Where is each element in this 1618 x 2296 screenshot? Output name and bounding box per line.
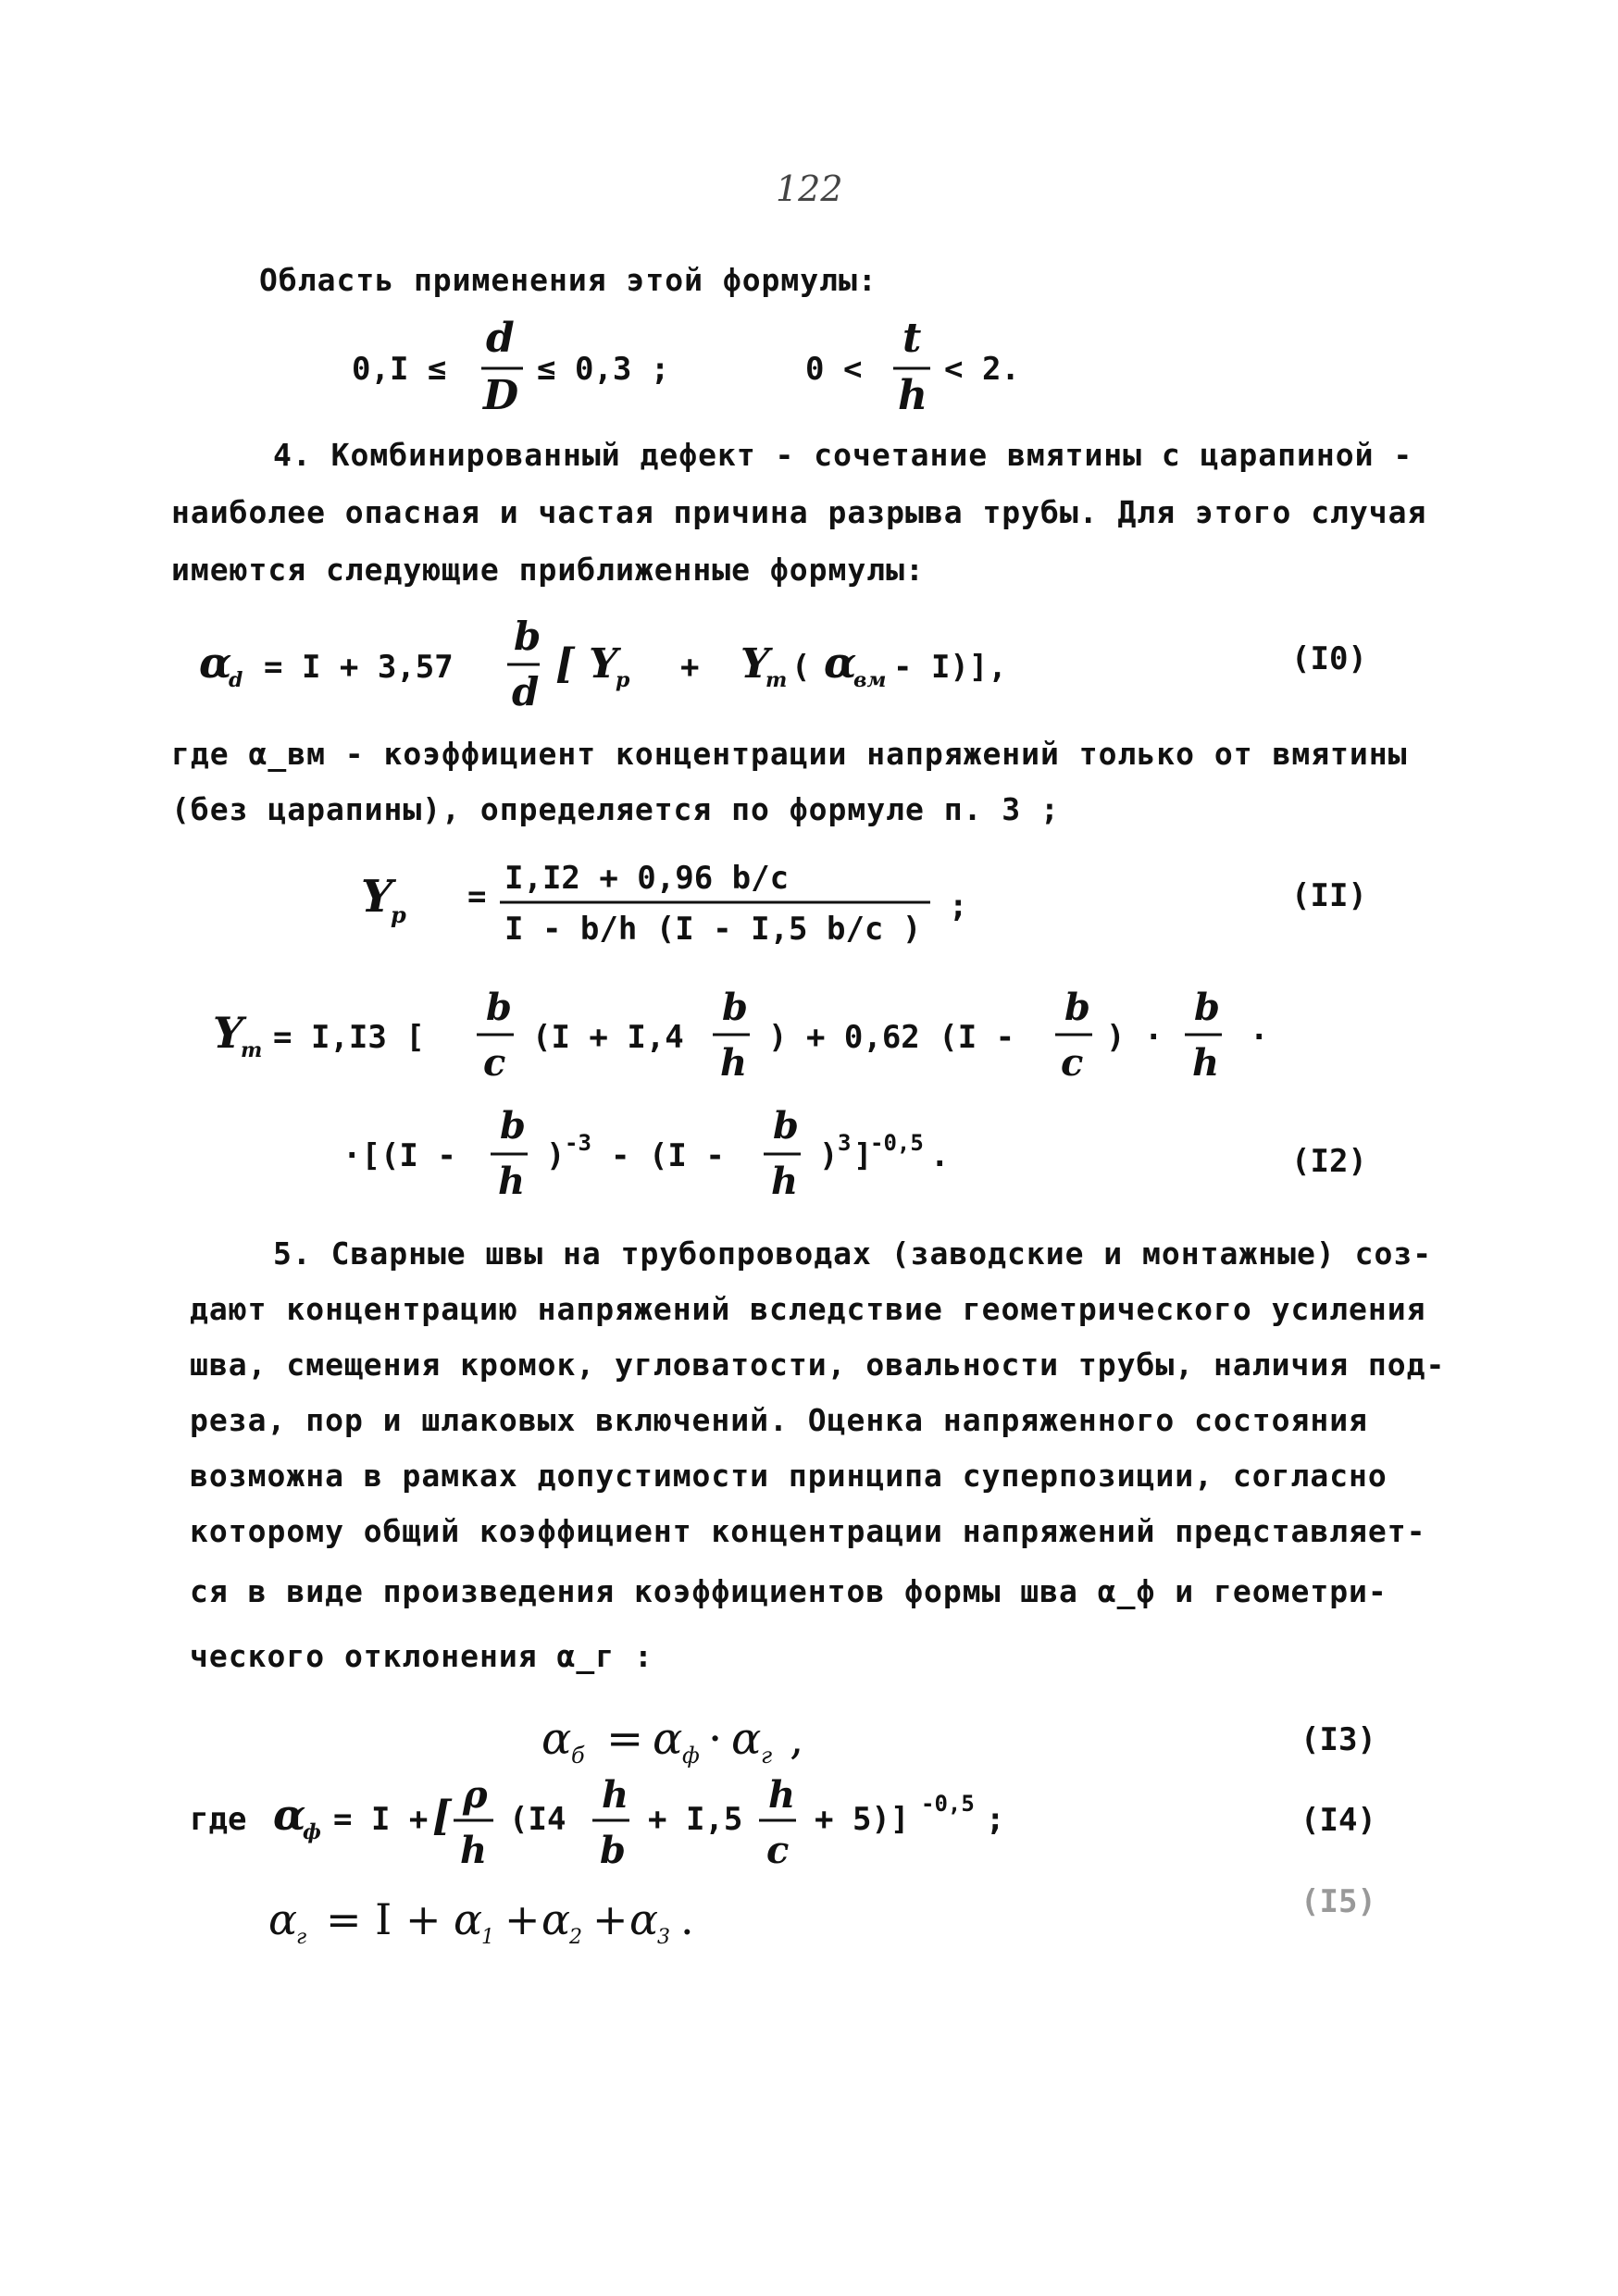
svg-text:-0,5: -0,5 (921, 1791, 975, 1817)
svg-text:α: α (653, 1713, 683, 1765)
svg-text:3: 3 (657, 1926, 670, 1949)
intro-line: Область применения этой формулы: (259, 262, 877, 298)
svg-text:= I +: = I + (326, 1894, 442, 1944)
equation-13 (541, 1703, 1004, 1777)
svg-text:p: p (616, 668, 630, 692)
svg-text:h: h (898, 372, 927, 419)
svg-text:+: + (680, 649, 700, 686)
range-formula-graphic (352, 315, 1092, 426)
svg-text:h: h (720, 1041, 748, 1085)
svg-text:+ I,5: + I,5 (648, 1801, 743, 1838)
equation-12b (342, 1106, 1083, 1208)
svg-text:+: + (592, 1894, 629, 1944)
p5-line-5: возможна в рамках допустимости принципа суперпозиции, согласно (190, 1458, 1388, 1494)
svg-text:b: b (514, 620, 541, 659)
svg-text:): ) (546, 1137, 566, 1174)
svg-text:Y: Y (361, 871, 393, 923)
svg-text:≤ 0,3 ;: ≤ 0,3 ; (537, 351, 670, 388)
svg-text:h: h (768, 1773, 796, 1817)
svg-text:б: б (571, 1743, 585, 1769)
svg-text:.: . (680, 1894, 694, 1944)
p5-line-3: шва, смещения кромок, угловатости, овальности трубы, наличия под- (190, 1347, 1446, 1383)
svg-text:b: b (773, 1106, 799, 1148)
svg-text:ф: ф (682, 1743, 700, 1769)
eq11-number: (II) (1291, 877, 1367, 914)
eq15-graphic (268, 1879, 916, 1962)
svg-text:;: ; (949, 887, 968, 925)
svg-text:m: m (241, 1038, 263, 1062)
equation-12a (213, 981, 1324, 1092)
p5-line-1: 5. Сварные швы на трубопроводах (заводские и монтажные) соз- (273, 1235, 1433, 1272)
range-condition (352, 315, 1092, 426)
eq15-number: (I5) (1301, 1883, 1376, 1920)
svg-text:где: где (190, 1801, 247, 1838)
svg-text:I - b/h (I - I,5 b/c ): I - b/h (I - I,5 b/c ) (504, 911, 922, 948)
svg-text:h: h (498, 1160, 526, 1203)
equation-15 (268, 1879, 916, 1962)
svg-text:h: h (602, 1773, 629, 1817)
page-number: 122 (776, 168, 843, 209)
where-line-2: (без царапины), определяется по формуле п. 3 ; (171, 791, 1060, 827)
svg-text:I,I2 + 0,96 b/c: I,I2 + 0,96 b/c (504, 860, 790, 897)
svg-text:;: ; (986, 1801, 1005, 1838)
svg-text:=: = (606, 1713, 644, 1765)
svg-text:[: [ (432, 1793, 452, 1840)
svg-text:b: b (1064, 986, 1090, 1029)
svg-text:b: b (1194, 986, 1220, 1029)
svg-text:b: b (486, 986, 512, 1029)
svg-text:-3: -3 (565, 1130, 591, 1156)
svg-text:,: , (790, 1713, 804, 1765)
svg-text:α: α (454, 1894, 483, 1944)
svg-text:ф: ф (303, 1820, 321, 1844)
equation-11 (352, 847, 1185, 958)
svg-text:- (I -: - (I - (611, 1137, 725, 1174)
svg-text:) + 0,62 (I -: ) + 0,62 (I - (768, 1019, 1015, 1056)
svg-text:d: d (512, 669, 540, 714)
eq12b-graphic (342, 1106, 1083, 1208)
svg-text:=: = (467, 878, 487, 915)
svg-text:вм: вм (853, 668, 887, 692)
svg-text:h: h (1192, 1041, 1220, 1085)
svg-text:ρ: ρ (463, 1773, 488, 1817)
svg-text:b: b (500, 1106, 526, 1148)
svg-text:α: α (268, 1894, 298, 1944)
svg-text:< 2.: < 2. (944, 351, 1020, 388)
eq13-number: (I3) (1301, 1721, 1376, 1758)
svg-text:0,I ≤: 0,I ≤ (352, 351, 447, 388)
p5-line-2: дают концентрацию напряжений вследствие геометрического усиления (190, 1291, 1426, 1327)
p5-line-6: которому общий коэффициент концентрации напряжений представляет- (190, 1513, 1426, 1549)
svg-text:m: m (765, 668, 788, 692)
svg-text:0 <: 0 < (805, 351, 863, 388)
svg-text:b: b (600, 1829, 626, 1872)
svg-text:= I +: = I + (333, 1801, 429, 1838)
svg-text:α: α (273, 1790, 306, 1840)
svg-text:α: α (731, 1713, 762, 1765)
p4-line-3: имеются следующие приближенные формулы: (171, 552, 925, 588)
svg-text:(I4: (I4 (509, 1801, 566, 1838)
svg-text:3: 3 (838, 1130, 852, 1156)
svg-text:г: г (761, 1743, 773, 1769)
eq12a-graphic (213, 981, 1324, 1092)
svg-text:г: г (296, 1926, 307, 1949)
svg-text:-0,5: -0,5 (870, 1130, 924, 1156)
eq10-number: (I0) (1291, 640, 1367, 677)
svg-text:[ Y: [ Y (555, 640, 618, 688)
svg-text:·: · (1250, 1019, 1269, 1056)
eq11-graphic (352, 847, 1185, 958)
svg-text:Y: Y (213, 1008, 243, 1058)
svg-text:(I + I,4: (I + I,4 (532, 1019, 684, 1056)
svg-text:1: 1 (481, 1926, 494, 1949)
svg-text:p: p (391, 901, 406, 928)
svg-text:2: 2 (569, 1926, 582, 1949)
eq12-number: (I2) (1291, 1143, 1367, 1180)
p4-line-1: 4. Комбинированный дефект - сочетание вмятины с царапиной - (273, 437, 1413, 473)
svg-text:·[(I -: ·[(I - (342, 1137, 456, 1174)
svg-text:b: b (722, 986, 748, 1029)
svg-text:α: α (629, 1894, 659, 1944)
svg-text:α: α (199, 638, 232, 688)
svg-text:D: D (483, 372, 519, 419)
svg-text:= I + 3,57: = I + 3,57 (264, 649, 454, 686)
svg-text:α: α (541, 1894, 571, 1944)
svg-text:d: d (229, 668, 243, 692)
svg-text:(: ( (791, 649, 811, 686)
svg-text:Y: Y (741, 640, 770, 688)
svg-text:]: ] (853, 1137, 873, 1174)
svg-text:c: c (766, 1829, 790, 1872)
p4-line-2: наиболее опасная и частая причина разрыва трубы. Для этого случая (171, 494, 1427, 530)
svg-text:- I)],: - I)], (893, 649, 1007, 686)
svg-text:c: c (1061, 1041, 1084, 1085)
svg-text:+: + (504, 1894, 541, 1944)
p5-line-8: ческого отклонения α_г : (190, 1638, 653, 1674)
eq10-graphic (199, 620, 1402, 722)
equation-10 (199, 620, 1402, 722)
eq14-graphic (190, 1772, 1208, 1874)
svg-text:·: · (708, 1713, 723, 1765)
svg-text:+ 5)]: + 5)] (815, 1801, 910, 1838)
svg-text:): ) (819, 1137, 839, 1174)
svg-text:h: h (460, 1829, 488, 1872)
where-line-1: где α_вм - коэффициент концентрации напряжений только от вмятины (171, 736, 1408, 772)
svg-text:t: t (902, 315, 922, 362)
svg-text:= I,I3 [: = I,I3 [ (273, 1019, 425, 1056)
eq14-number: (I4) (1301, 1802, 1376, 1839)
equation-14 (190, 1772, 1208, 1874)
svg-text:d: d (486, 315, 515, 362)
svg-text:α: α (541, 1713, 572, 1765)
p5-line-7: ся в виде произведения коэффициентов формы шва α_ф и геометри- (190, 1573, 1388, 1609)
svg-text:α: α (824, 638, 857, 688)
p5-line-4: реза, пор и шлаковых включений. Оценка напряженного состояния (190, 1402, 1368, 1438)
svg-text:.: . (930, 1137, 950, 1174)
eq13-graphic (541, 1703, 1004, 1777)
svg-text:h: h (771, 1160, 799, 1203)
svg-text:c: c (483, 1041, 506, 1085)
svg-text:) ·: ) · (1106, 1019, 1164, 1056)
